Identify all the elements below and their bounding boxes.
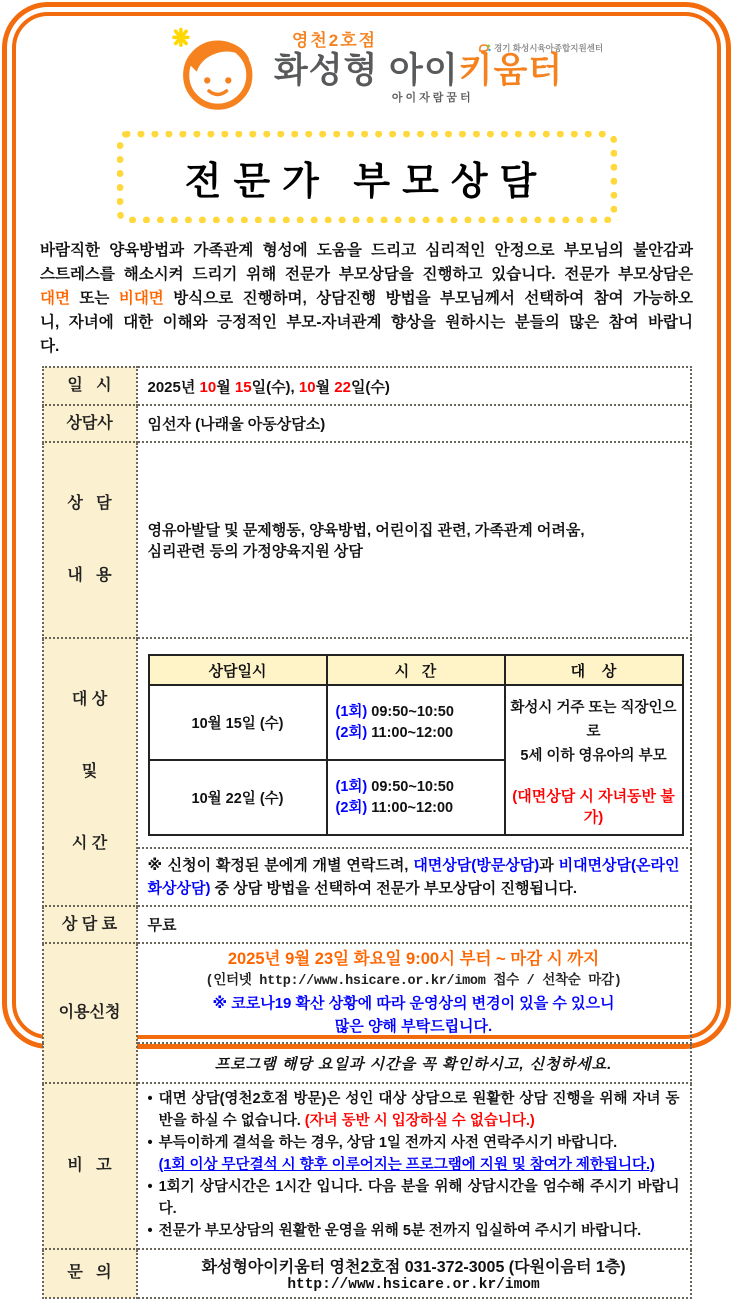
- intro-paragraph: [40, 239, 693, 359]
- schedule-header-time: 시 간: [327, 655, 505, 685]
- apply-covid-notice-1: ※ 코로나19 확산 상황에 따라 운영상의 변경이 있을 수 있으니: [212, 995, 615, 1012]
- child-face-icon: [170, 26, 262, 112]
- row-apply-highlight: [43, 1043, 691, 1083]
- brand-name-orange: 키움터: [458, 51, 564, 90]
- content-label-line1: 상 담: [67, 495, 112, 512]
- row-target-label: [43, 638, 137, 906]
- row-remarks-label: 비 고: [43, 1083, 137, 1249]
- row-target-schedule: [43, 638, 691, 848]
- remark-2-penalty: (1회 이상 무단결석 시 향후 이루어지는 프로그램에 지원 및 참여가 제한됩니다.): [158, 1156, 655, 1173]
- datetime-month-2: 10: [298, 378, 316, 396]
- center-logo: [478, 42, 603, 54]
- row-apply-value: [137, 943, 691, 1043]
- brand-subtitle: 아이자람꿈터: [391, 92, 474, 104]
- schedule-time-2: [327, 760, 505, 835]
- schedule-target-cell: [505, 685, 683, 835]
- datetime-text: 일(수): [350, 378, 390, 396]
- target-label-line1: 대 상: [71, 691, 108, 708]
- apply-period: 2025년 9월 23일 화요일 9:00시 부터 ~ 마감 시 까지: [227, 950, 600, 968]
- schedule-header-row: [149, 655, 683, 685]
- session-2-time: 11:00~12:00: [367, 799, 454, 816]
- row-counselor: [43, 405, 691, 442]
- datetime-text: 일(수),: [251, 378, 299, 396]
- target-line2: 5세 이하 영유아의 부모: [520, 748, 667, 764]
- info-table: [42, 366, 692, 1299]
- datetime-month-1: 10: [199, 378, 217, 396]
- intro-text-1: 바람직한 양육방법과 가족관계 형성에 도움을 드리고 심리적인 안정으로 부모님의 불안감과 스트레스를 해소시켜 드리기 위해 전문가 부모상담을 진행하고 있습니다. 전문가 부모상담은: [40, 242, 693, 283]
- apply-method: (인터넷 http://www.hsicare.or.kr/imom 접수 / 선착순 마감): [205, 973, 622, 989]
- bullet-icon: •: [147, 1179, 153, 1195]
- remark-item: [148, 1221, 680, 1243]
- inquiry-contact: 화성형아이키움터 영천2호점 031-372-3005 (다원이음터 1층): [201, 1258, 626, 1276]
- row-inquiry: [43, 1249, 691, 1298]
- session-1-label: (1회): [335, 703, 368, 720]
- target-note: [137, 848, 691, 906]
- session-2-label: (2회): [335, 799, 368, 816]
- apply-covid-notice-2: 많은 양해 부탁드립니다.: [334, 1017, 493, 1035]
- content-label-line2: 내 용: [67, 567, 112, 584]
- remark-1-warning: (자녀 동반 시 입장하실 수 없습니다.): [304, 1112, 535, 1129]
- row-datetime: [43, 367, 691, 405]
- datetime-text: 월: [216, 378, 235, 396]
- logo-header: [0, 24, 733, 114]
- row-content-label: [43, 442, 137, 638]
- row-content: [43, 442, 691, 638]
- row-counselor-value: 임선자 (나래울 아동상담소): [137, 405, 691, 442]
- note-face-method: 대면상담(방문상담): [413, 857, 540, 874]
- remark-2-text: 부득이하게 결석을 하는 경우, 상담 1일 전까지 사전 연락주시기 바랍니다.: [158, 1135, 618, 1151]
- session-1-time: 09:50~10:50: [367, 703, 454, 720]
- inquiry-url: http://www.hsicare.or.kr/imom: [287, 1276, 540, 1293]
- row-fee-value: 무료: [137, 906, 691, 943]
- row-fee: [43, 906, 691, 943]
- remark-item: [148, 1089, 680, 1132]
- center-name: 경기 화성시육아종합지원센터: [494, 43, 604, 53]
- title-box: [117, 131, 617, 223]
- datetime-text: 2025년: [147, 378, 200, 396]
- schedule-row-1: [149, 685, 683, 760]
- note-nonface-method: 비대면상담(온라인 화상상담): [147, 857, 680, 897]
- note-text-1: ※ 신청이 확정된 분에게 개별 연락드려,: [147, 857, 414, 874]
- row-inquiry-value: [137, 1249, 691, 1298]
- schedule-header-target: 대 상: [505, 655, 683, 685]
- row-fee-label: 상 담 료: [43, 906, 137, 943]
- row-datetime-label: 일 시: [43, 367, 137, 405]
- bullet-icon: •: [147, 1223, 153, 1239]
- session-2-time: 11:00~12:00: [367, 724, 454, 741]
- row-counselor-label: 상담사: [43, 405, 137, 442]
- remark-item: [148, 1133, 680, 1176]
- remark-item: [148, 1177, 680, 1220]
- row-datetime-value: [137, 367, 691, 405]
- row-apply: [43, 943, 691, 1043]
- session-1-label: (1회): [335, 778, 368, 795]
- target-label-line2: 및: [81, 763, 98, 780]
- note-text-3: 중 상담 방법을 선택하여 전문가 부모상담이 진행됩니다.: [210, 880, 578, 897]
- row-content-value: [137, 442, 691, 638]
- remark-4-text: 전문가 부모상담의 원활한 운영을 위해 5분 전까지 입실하여 주시기 바랍니다.: [158, 1223, 642, 1239]
- intro-text-3: 방식으로 진행하며, 상담진행 방법을 부모님께서 선택하여 참여 가능하오니, 자녀에 대한 이해와 긍정적인 부모-자녀관계 향상을 원하시는 분들의 많은 참여 바랍니다.: [40, 290, 694, 355]
- remark-1-text: 대면 상담(영천2호점 방문)은 성인 대상 상담으로 원활한 상담 진행을 위해 자녀 동반을 하실 수 없습니다.: [158, 1091, 680, 1129]
- remark-3-text: 1회기 상담시간은 1시간 입니다. 다음 분을 위해 상담시간을 엄수해 주시기 바랍니다.: [158, 1179, 680, 1217]
- row-remarks-value: [137, 1083, 691, 1249]
- schedule-table: [148, 654, 684, 836]
- schedule-date-2: 10월 22일 (수): [149, 760, 327, 835]
- session-1-time: 09:50~10:50: [367, 778, 454, 795]
- content-line1: 영유아발달 및 문제행동, 양육방법, 어린이집 관련, 가족관계 어려움,: [147, 522, 585, 539]
- row-remarks: [43, 1083, 691, 1249]
- apply-highlight: 프로그램 해당 요일과 시간을 꼭 확인하시고, 신청하세요.: [137, 1043, 691, 1083]
- target-label-line3: 시 간: [71, 835, 108, 852]
- schedule-header-date: 상담일시: [149, 655, 327, 685]
- page-title: 전문가 부모상담: [184, 160, 549, 203]
- row-target-schedule-cell: [137, 638, 691, 848]
- datetime-day-2: 22: [334, 378, 351, 396]
- target-line1: 화성시 거주 또는 직장인으로: [510, 700, 677, 740]
- row-target-note: [43, 848, 691, 906]
- bullet-icon: •: [147, 1135, 153, 1151]
- brand-name: [274, 51, 563, 91]
- branch-label: 영천2호점: [291, 31, 378, 50]
- schedule-time-1: [327, 685, 505, 760]
- center-logo-icon: [478, 43, 491, 54]
- note-text-2: 과: [539, 857, 559, 874]
- intro-highlight-face: 대면: [40, 290, 70, 307]
- session-2-label: (2회): [335, 724, 368, 741]
- row-inquiry-label: 문 의: [43, 1249, 137, 1298]
- content-line2: 심리관련 등의 가정양육지원 상담: [147, 543, 363, 560]
- row-apply-label: 이용신청: [43, 943, 137, 1083]
- datetime-day-1: 15: [234, 378, 252, 396]
- brand-block: [274, 24, 563, 105]
- target-description: [507, 696, 681, 768]
- schedule-date-1: 10월 15일 (수): [149, 685, 327, 760]
- intro-highlight-nonface: 비대면: [118, 290, 164, 307]
- brand-name-gray: 화성형 아이: [273, 51, 459, 90]
- target-warning: (대면상담 시 자녀동반 불가): [512, 788, 675, 826]
- intro-text-2: 또는: [69, 290, 119, 307]
- datetime-text: 월: [315, 378, 335, 396]
- bullet-icon: •: [147, 1091, 153, 1107]
